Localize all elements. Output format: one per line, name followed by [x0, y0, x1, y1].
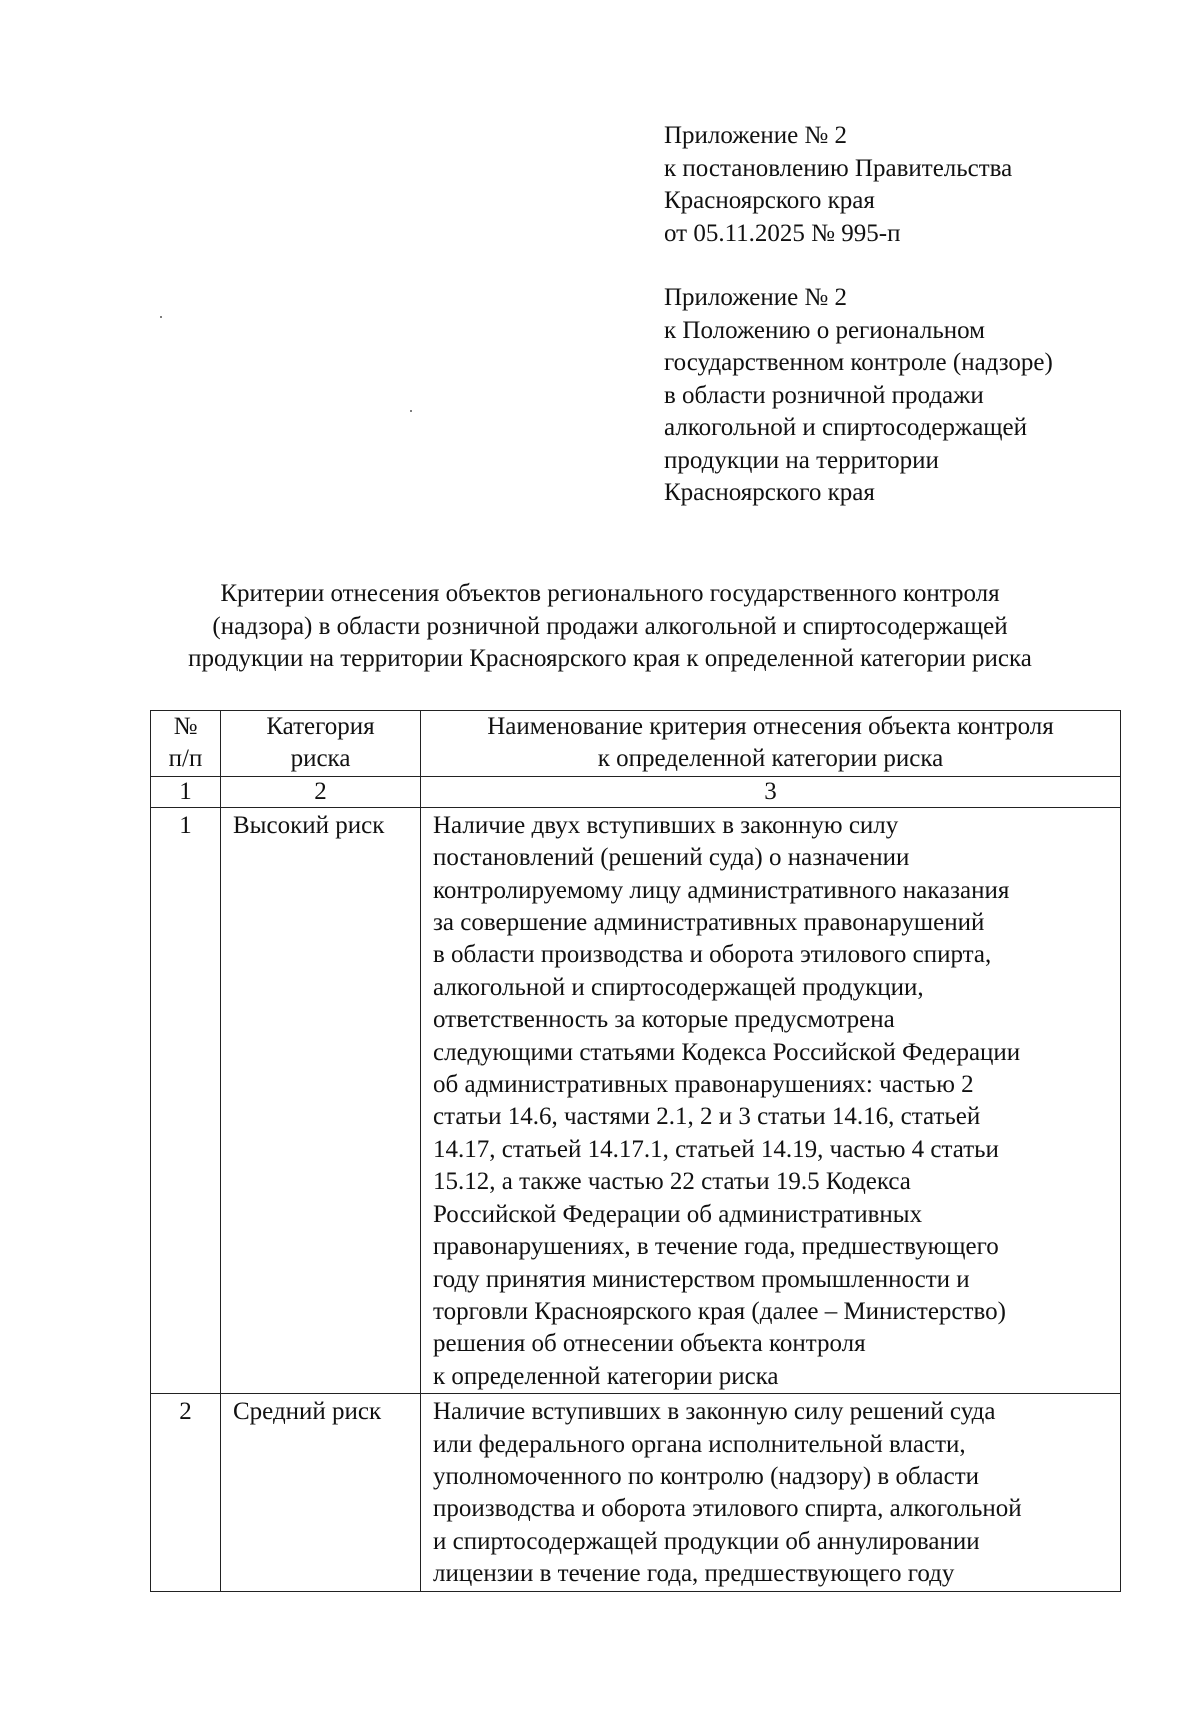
annex-header-line: Приложение № 2 [664, 284, 848, 311]
table-row [151, 807, 1121, 1393]
row-category: Средний риск [221, 1394, 421, 1591]
criterion-line: об административных правонарушениях: частью 2 [433, 1071, 974, 1099]
row-number: 1 [151, 807, 221, 1393]
criterion-line: или федерального органа исполнительной власти, [433, 1430, 966, 1458]
table-header-row [151, 711, 1121, 777]
annex-header-line: алкогольной и спиртосодержащей [664, 414, 1028, 441]
annex-header-line: государственном контроле (надзоре) [664, 349, 1053, 376]
header-criterion [421, 711, 1121, 777]
table-row [151, 1394, 1121, 1591]
title-line: Критерии отнесения объектов регионального государственного контроля [220, 580, 1000, 607]
risk-criteria-table [150, 710, 1121, 1592]
header-line: Категория [266, 713, 375, 740]
annex-header-line: в области розничной продажи [664, 381, 984, 409]
annex-header-line: продукции на территории [664, 446, 939, 474]
column-number-row [151, 776, 1121, 807]
column-number: 2 [221, 776, 421, 807]
criterion-line: 15.12, а также частью 22 статьи 19.5 Кодекса [433, 1168, 911, 1196]
criterion-line: алкогольной и спиртосодержащей продукции, [433, 973, 924, 1001]
criterion-line: производства и оборота этилового спирта, алкогольной [433, 1495, 1022, 1523]
row-criterion [421, 807, 1121, 1393]
document-title [130, 578, 1090, 676]
criterion-line: 14.17, статьей 14.17.1, статьей 14.19, частью 4 статьи [433, 1135, 999, 1163]
criterion-line: решения об отнесении объекта контроля [433, 1330, 866, 1358]
title-line: (надзора) в области розничной продажи алкогольной и спиртосодержащей [212, 612, 1008, 640]
criterion-line: к определенной категории риска [433, 1362, 779, 1390]
criterion-line: Наличие двух вступивших в законную силу [433, 811, 899, 839]
scan-speck [160, 316, 162, 318]
criterion-line: за совершение административных правонарушений [433, 909, 985, 937]
header-category [221, 711, 421, 777]
criterion-line: ответственность за которые предусмотрена [433, 1006, 895, 1034]
row-category: Высокий риск [221, 807, 421, 1393]
column-number: 3 [421, 776, 1121, 807]
annex-header-line: Красноярского края [664, 187, 875, 214]
column-number: 1 [151, 776, 221, 807]
criterion-line: контролируемому лицу административного наказания [433, 876, 1010, 904]
annex-header-line: от 05.11.2025 № 995-п [664, 219, 901, 247]
row-number: 2 [151, 1394, 221, 1591]
annex-header-line: к постановлению Правительства [664, 154, 1013, 182]
header-line: к определенной категории риска [597, 745, 944, 773]
annex-header-line: Приложение № 2 [664, 122, 848, 149]
criterion-line: году принятия министерством промышленности и [433, 1265, 970, 1293]
criterion-line: статьи 14.6, частями 2.1, 2 и 3 статьи 14.16, статьей [433, 1103, 981, 1131]
criterion-line: уполномоченного по контролю (надзору) в области [433, 1462, 980, 1490]
criterion-line: следующими статьями Кодекса Российской Федерации [433, 1038, 1021, 1066]
criterion-line: и спиртосодержащей продукции об аннулировании [433, 1527, 980, 1555]
header-line: риска [290, 745, 351, 773]
annex-header-line: Красноярского края [664, 479, 875, 506]
scan-speck [410, 410, 412, 412]
row-criterion [421, 1394, 1121, 1591]
criterion-line: постановлений (решений суда) о назначении [433, 844, 910, 872]
annex-header-regulation [664, 282, 1144, 510]
criterion-line: торговли Красноярского края (далее – Министерство) [433, 1297, 1006, 1325]
criterion-line: лицензии в течение года, предшествующего году [433, 1560, 955, 1588]
header-line: № [173, 713, 198, 740]
criterion-line: Российской Федерации об административных [433, 1200, 923, 1228]
header-line: Наименование критерия отнесения объекта контроля [487, 713, 1054, 740]
header-num [151, 711, 221, 777]
criterion-line: в области производства и оборота этилового спирта, [433, 941, 992, 969]
title-line: продукции на территории Красноярского края к определенной категории риска [188, 645, 1032, 672]
criterion-line: Наличие вступивших в законную силу решений суда [433, 1398, 996, 1426]
criterion-line: правонарушениях, в течение года, предшествующего [433, 1233, 999, 1261]
annex-header-resolution [664, 120, 1144, 250]
annex-header-line: к Положению о региональном [664, 316, 985, 344]
header-line: п/п [168, 745, 203, 773]
